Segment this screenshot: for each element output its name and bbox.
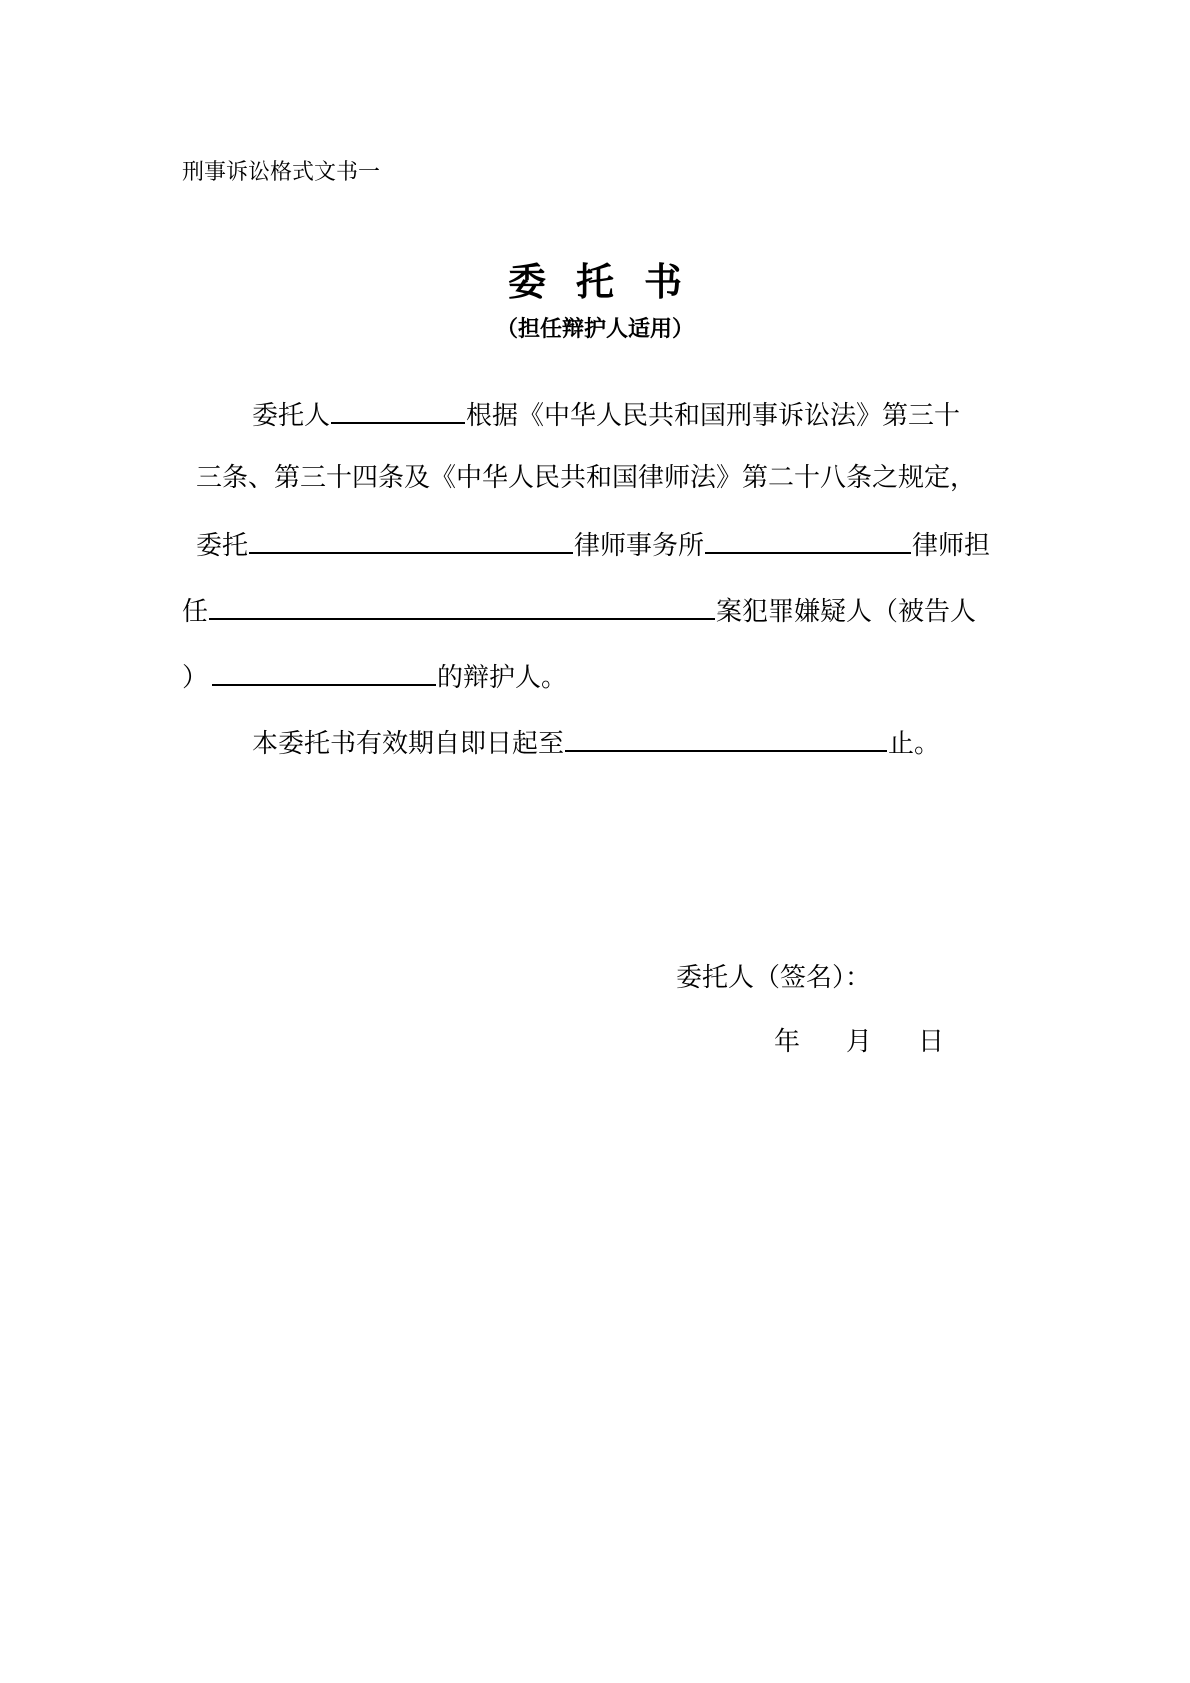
law-firm-blank[interactable] [249, 524, 573, 554]
date-year-label: 年 [774, 1027, 801, 1057]
date-day-label: 日 [918, 1027, 945, 1057]
document-subtitle: （担任辩护人适用） [495, 316, 694, 342]
line-4-suffix: 案犯罪嫌疑人（被告人 [716, 597, 977, 627]
document-category-label: 刑事诉讼格式文书一 [182, 160, 381, 185]
date-month-label: 月 [846, 1027, 873, 1057]
suspect-name-blank[interactable] [212, 656, 436, 686]
body-line-3 [196, 524, 990, 564]
line-1-suffix: 根据《中华人民共和国刑事诉讼法》第三十 [466, 401, 961, 431]
line-3-middle: 律师事务所 [574, 531, 705, 561]
line-6-suffix: 止。 [888, 729, 941, 759]
document-title: 委托书 [507, 259, 712, 304]
body-line-5 [182, 656, 567, 696]
line-4-prefix: 任 [182, 597, 209, 627]
case-name-blank[interactable] [209, 590, 715, 620]
line-1-prefix: 委托人 [252, 401, 331, 431]
body-line-1 [252, 394, 960, 434]
validity-date-blank[interactable] [565, 722, 887, 752]
signature-label: 委托人（签名）： [676, 963, 872, 993]
line-3-suffix: 律师担 [912, 531, 991, 561]
body-line-2 [196, 460, 976, 496]
line-2-text: 三条、第三十四条及《中华人民共和国律师法》第二十八条之规定， [196, 463, 977, 493]
body-line-4 [182, 590, 976, 630]
line-5-suffix: 的辩护人。 [437, 663, 568, 693]
body-line-6 [252, 722, 940, 762]
line-3-prefix: 委托 [196, 531, 249, 561]
client-name-blank[interactable] [331, 394, 465, 424]
lawyer-name-blank[interactable] [705, 524, 911, 554]
line-5-prefix: ） [182, 663, 209, 693]
line-6-prefix: 本委托书有效期自即日起至 [252, 729, 565, 759]
